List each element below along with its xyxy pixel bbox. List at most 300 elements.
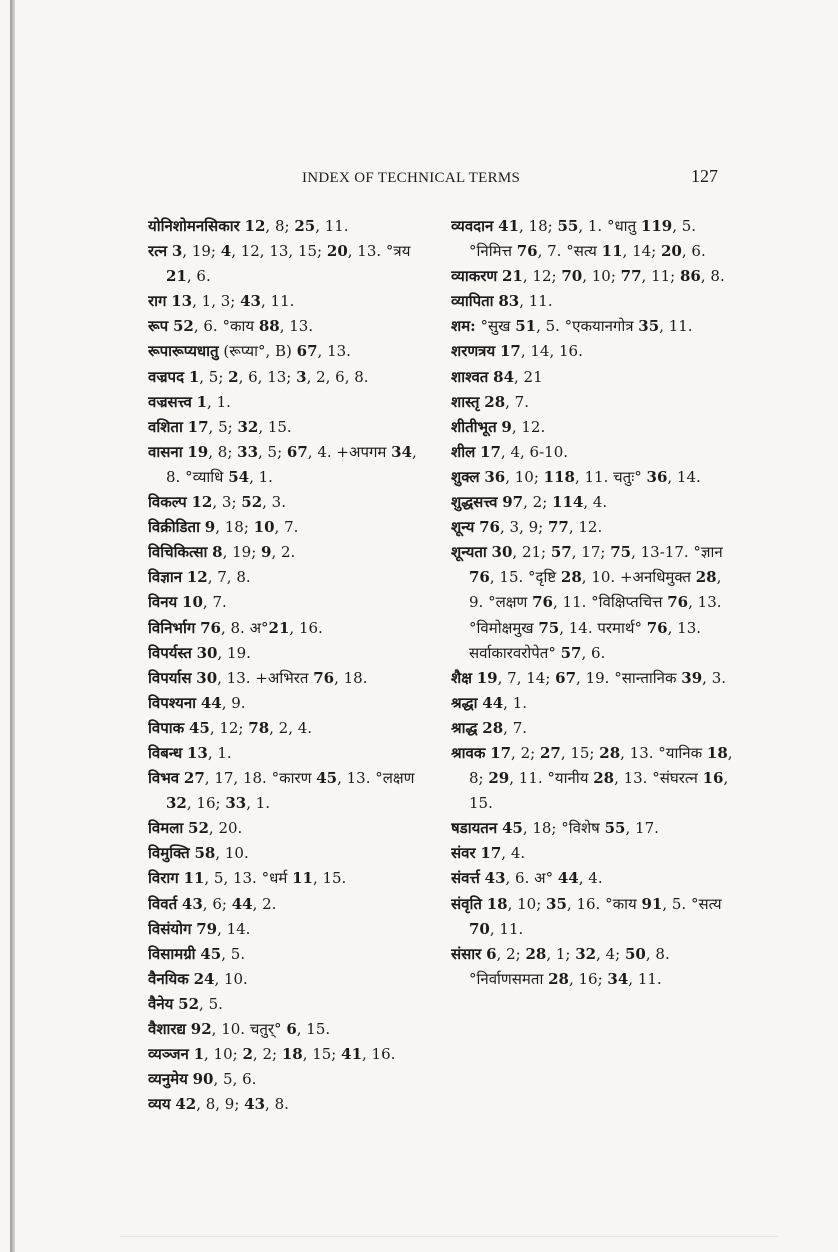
line-reference: , 7. <box>202 593 227 612</box>
index-entry <box>451 691 733 716</box>
page-reference: 12 <box>244 217 266 235</box>
line-reference: , 13. °विमोक्षमुख <box>469 593 722 637</box>
line-reference: , 1; <box>546 944 576 963</box>
page-reference: 9 <box>261 543 272 562</box>
line-reference: , 17. <box>625 819 659 838</box>
line-reference: , 10; <box>204 1045 243 1064</box>
line-reference: , 16. <box>289 618 323 637</box>
index-term: विकल्प <box>148 493 187 512</box>
page-reference: 16 <box>702 769 724 788</box>
line-reference: , 18. <box>334 668 368 687</box>
page-reference: 12 <box>186 568 208 587</box>
page-reference: 36 <box>484 467 506 486</box>
index-term: विज्ञान <box>148 568 183 587</box>
line-reference: , 7, 14; <box>497 668 556 687</box>
page-reference: 6 <box>286 1020 297 1038</box>
index-term: व्याकरण <box>451 267 498 286</box>
page-reference: 33 <box>225 794 247 813</box>
index-entry <box>148 641 435 666</box>
page-reference: 92 <box>190 1020 212 1038</box>
index-entry <box>148 892 435 917</box>
line-reference: , 15. <box>258 417 292 436</box>
index-entry <box>451 866 733 891</box>
index-entry <box>148 816 435 841</box>
line-reference: , 13. °लक्षण <box>337 769 415 788</box>
line-reference: , 10. चतुर्° <box>211 1020 287 1038</box>
line-reference: , 3; <box>212 493 242 512</box>
index-entry <box>148 841 435 866</box>
line-reference: , 19. °सान्तानिक <box>576 668 682 687</box>
page-reference: 11 <box>292 869 313 888</box>
page-reference: 13 <box>186 743 208 762</box>
line-reference: , 11. <box>659 317 693 336</box>
line-reference: , 5. <box>199 994 223 1013</box>
index-term: शास्तृ <box>451 392 480 411</box>
line-reference: , 12, 13, 15; <box>231 242 327 261</box>
index-term: षडायतन <box>451 819 498 838</box>
line-reference: , 5. <box>221 944 246 963</box>
index-term: शाश्वत <box>451 367 489 386</box>
line-reference: , 8. अ° <box>220 618 269 637</box>
index-entry <box>148 239 435 289</box>
page-reference: 76 <box>200 618 221 637</box>
index-entry <box>451 716 733 741</box>
index-term: संवृति <box>451 894 482 913</box>
index-entry <box>148 666 435 691</box>
page-reference: 44 <box>557 869 579 888</box>
line-reference: , 7. <box>274 518 299 537</box>
page-reference: 119 <box>640 217 673 235</box>
line-reference: , 2; <box>252 1045 282 1064</box>
index-term: व्यय <box>148 1095 171 1114</box>
page-reference: 77 <box>620 267 642 286</box>
page-reference: 28 <box>599 743 621 762</box>
index-entry <box>451 741 733 816</box>
page-reference: 17 <box>490 743 512 762</box>
page-reference: 79 <box>196 919 218 938</box>
line-reference: , 12; <box>209 718 249 737</box>
line-reference: , 12. <box>568 518 603 537</box>
page-reference: 44 <box>231 894 253 913</box>
line-reference: , 7. °सत्य <box>537 242 602 261</box>
index-term: विवर्त <box>148 894 178 913</box>
page-reference: 33 <box>237 442 259 461</box>
page-reference: 43 <box>240 292 261 311</box>
index-term: वज्रसत्त्व <box>148 392 192 411</box>
line-reference: , 3, 9; <box>499 518 548 537</box>
page-reference: 76 <box>479 518 500 537</box>
index-term: व्यापिता <box>451 292 494 311</box>
line-reference: , 7, 8. <box>207 568 251 587</box>
index-term: विसंयोग <box>148 919 192 938</box>
line-reference: , 8; <box>469 743 733 788</box>
index-term: श्रावक <box>451 743 486 762</box>
page-reference: 18 <box>706 743 728 762</box>
page-reference: 67 <box>555 668 577 687</box>
page-reference: 76 <box>313 668 335 687</box>
page-reference: 67 <box>286 442 308 461</box>
index-term: विपर्यस्त <box>148 643 192 662</box>
page-reference: 58 <box>194 844 216 863</box>
page-reference: 75 <box>538 618 560 637</box>
line-reference: , 6; <box>202 894 232 913</box>
page-reference: 30 <box>196 668 218 687</box>
line-reference: , 11. <box>315 217 349 235</box>
running-header <box>302 166 718 188</box>
index-term: शून्यता <box>451 543 487 562</box>
page-reference: 12 <box>191 493 213 512</box>
index-term: शरणत्रय <box>451 342 496 361</box>
page-reference: 45 <box>316 769 338 788</box>
page-reference: 11 <box>601 242 623 261</box>
line-reference: , 7. <box>505 392 529 411</box>
page-reference: 34 <box>391 442 413 461</box>
page-reference: 20 <box>326 242 348 261</box>
page-reference: 76 <box>516 242 538 261</box>
page-reference: 17 <box>187 417 209 436</box>
page-reference: 18 <box>486 894 508 913</box>
page-reference: 88 <box>258 317 280 336</box>
page-bottom-edge <box>120 1236 778 1237</box>
line-reference: , 14; <box>622 242 661 261</box>
index-term: श्रद्धा <box>451 693 478 712</box>
line-reference: , 15. <box>296 1020 331 1038</box>
index-term: विक्रीडिता <box>148 518 200 537</box>
page-reference: 77 <box>547 518 569 537</box>
page-reference: 84 <box>493 367 515 386</box>
page-reference: 9 <box>204 518 216 537</box>
line-reference: , 10. <box>214 969 248 988</box>
page-reference: 76 <box>646 618 668 637</box>
line-reference: , 4, 6-10. <box>500 442 569 461</box>
page-reference: 2 <box>242 1045 253 1064</box>
line-reference: , 1. <box>246 794 271 813</box>
page-reference: 29 <box>488 769 510 788</box>
page-reference: 44 <box>200 693 222 712</box>
line-reference: , 2; <box>496 944 526 963</box>
index-entry <box>148 992 435 1017</box>
line-reference: , 15. <box>469 769 729 813</box>
page-reference: 8 <box>212 543 223 562</box>
line-reference: , 1, 3; <box>192 292 241 311</box>
line-reference: , 21 <box>514 367 543 386</box>
index-term: विपाक <box>148 718 185 737</box>
line-reference: , 4. <box>578 869 603 888</box>
page-reference: 91 <box>641 894 663 913</box>
line-reference: , 15. <box>312 869 347 888</box>
page-reference: 13 <box>171 292 193 311</box>
line-reference: , 13. °त्रय <box>347 242 411 261</box>
line-reference: , 18; <box>519 217 558 235</box>
index-term: विनिर्भाग <box>148 618 196 637</box>
line-reference: , 13. °संघरत्न <box>614 769 703 788</box>
line-reference: , 8. <box>265 1095 289 1114</box>
page-reference: 28 <box>593 769 615 788</box>
line-reference: , 3. <box>262 493 286 512</box>
index-term: विपश्यना <box>148 693 197 712</box>
page-reference: 17 <box>499 342 521 361</box>
page-reference: 21 <box>502 267 523 286</box>
page-reference: 41 <box>498 217 520 235</box>
index-entry <box>148 490 435 515</box>
page-reference: 42 <box>175 1095 197 1114</box>
page-reference: 10 <box>182 593 203 612</box>
line-reference: , 2; <box>523 493 553 512</box>
index-entry <box>148 1067 435 1092</box>
index-entry <box>451 942 733 992</box>
line-reference: , 9. <box>221 693 246 712</box>
page-reference: 17 <box>480 844 502 863</box>
index-entry <box>148 214 435 239</box>
line-reference: , 15; <box>560 743 600 762</box>
line-reference: , 13. +अभिरत <box>217 668 314 687</box>
line-reference: , 8. <box>700 267 725 286</box>
line-reference: , 13. <box>317 342 351 361</box>
line-reference: , 13. सर्वाकारवरोपेत° <box>469 618 702 662</box>
page-reference: 52 <box>178 994 200 1013</box>
page-reference: 28 <box>525 944 547 963</box>
line-reference: , 16. °काय <box>566 894 642 913</box>
page-reference: 52 <box>241 493 263 512</box>
index-term: शम: <box>451 317 476 336</box>
line-reference: , 2, 6, 8. <box>306 367 369 386</box>
page-reference: 41 <box>341 1045 363 1064</box>
page-reference: 30 <box>491 543 513 562</box>
line-reference: , 1. <box>207 743 232 762</box>
line-reference: , 1. <box>503 693 528 712</box>
index-entry <box>148 1017 435 1042</box>
line-reference: (रूप्या°, B) <box>223 342 297 361</box>
line-reference: , 18; <box>215 518 254 537</box>
page-reference: 70 <box>561 267 583 286</box>
index-term: रूपारूप्यधातु <box>148 342 219 361</box>
index-entry <box>148 917 435 942</box>
line-reference: , 8. °व्याधि <box>166 442 417 486</box>
line-reference: , 11. <box>519 292 553 311</box>
index-term: विसामग्री <box>148 944 196 963</box>
line-reference: , 16; <box>186 794 226 813</box>
line-reference: , 19; <box>222 543 262 562</box>
index-term: रूप <box>148 317 169 336</box>
index-entry <box>451 415 733 440</box>
index-term: संसार <box>451 944 482 963</box>
index-entry <box>451 515 733 540</box>
page-reference: 45 <box>501 819 523 838</box>
page-reference: 76 <box>532 593 553 612</box>
page-reference: 32 <box>166 794 187 813</box>
line-reference: , 8, 9; <box>196 1095 245 1114</box>
index-entry <box>148 766 435 816</box>
page-reference: 70 <box>469 919 490 938</box>
line-reference: , 6. <box>186 267 211 286</box>
line-reference: , 2. <box>252 894 277 913</box>
index-entry <box>148 390 435 415</box>
index-entry <box>451 666 733 691</box>
page-reference: 1 <box>196 392 208 411</box>
index-entry <box>451 490 733 515</box>
index-entry <box>148 1042 435 1067</box>
page-reference: 17 <box>480 442 501 461</box>
page-reference: 50 <box>625 944 646 963</box>
page-reference: 45 <box>188 718 210 737</box>
index-entry <box>148 515 435 540</box>
line-reference: , 10. +अनधिमुक्त <box>581 568 696 587</box>
page-reference: 55 <box>604 819 626 838</box>
page-reference: 28 <box>484 392 506 411</box>
running-title: INDEX OF TECHNICAL TERMS <box>302 170 521 186</box>
index-term: श्राद्ध <box>451 718 478 737</box>
line-reference: , 5; <box>258 442 287 461</box>
page-reference: 18 <box>281 1045 303 1064</box>
page-reference: 4 <box>220 242 232 261</box>
page-reference: 21 <box>166 267 187 286</box>
line-reference: , 1. <box>207 392 231 411</box>
index-entry <box>451 540 733 665</box>
line-reference: , 14. <box>667 467 701 486</box>
index-term: वैशारद्य <box>148 1020 187 1038</box>
page-reference: 67 <box>296 342 318 361</box>
line-reference: , 19; <box>182 242 221 261</box>
page-reference: 6 <box>486 944 497 963</box>
line-reference: , 11. °विक्षिप्तचित्त <box>553 593 668 612</box>
index-term: योनिशोमनसिकार <box>148 217 240 235</box>
page-reference: 2 <box>228 367 239 386</box>
line-reference: , 11. चतुः° <box>574 467 647 486</box>
line-reference: , 5; <box>208 417 238 436</box>
page-reference: 10 <box>253 518 275 537</box>
index-term: वैनेय <box>148 994 174 1013</box>
page-reference: 28 <box>695 568 717 587</box>
index-term: शुक्ल <box>451 467 480 486</box>
line-reference: , 8; <box>208 442 238 461</box>
line-reference: , 5, 6. <box>213 1070 257 1089</box>
line-reference: , 16; <box>568 969 608 988</box>
page-reference: 43 <box>181 894 203 913</box>
page-reference: 1 <box>193 1045 205 1064</box>
line-reference: , 6. °काय <box>193 317 259 336</box>
index-entry <box>451 314 733 339</box>
line-reference: , 5. °सत्य <box>662 894 722 913</box>
page-reference: 44 <box>482 693 504 712</box>
page-reference: 57 <box>560 643 582 662</box>
line-reference: , 12; <box>522 267 562 286</box>
index-term: वज्रपद <box>148 367 185 386</box>
index-entry <box>451 816 733 841</box>
page-reference: 28 <box>560 568 582 587</box>
page-reference: 75 <box>610 543 632 562</box>
line-reference: , 11. °यानीय <box>509 769 594 788</box>
page-reference: 20 <box>660 242 682 261</box>
index-term: शुद्धसत्त्व <box>451 493 498 512</box>
line-reference: , 4. <box>501 844 526 863</box>
page-reference: 32 <box>575 944 597 963</box>
line-reference: , 6. अ° <box>505 869 558 888</box>
index-term: संवर <box>451 844 476 863</box>
index-entry <box>148 942 435 967</box>
line-reference: , 11; <box>641 267 680 286</box>
index-entry <box>451 339 733 364</box>
index-term: विचिकित्सा <box>148 543 208 562</box>
page-reference: 27 <box>183 769 205 788</box>
index-entry <box>451 390 733 415</box>
line-reference: , 14. <box>217 919 251 938</box>
line-reference: , 1. °धातु <box>578 217 641 235</box>
index-term: शैक्ष <box>451 668 472 687</box>
page-reference: 11 <box>183 869 205 888</box>
line-reference: , 18; °विशेष <box>522 819 605 838</box>
line-reference: , 20. <box>208 819 243 838</box>
line-reference: , 17, 18. °कारण <box>204 769 317 788</box>
line-reference: , 1. <box>249 467 273 486</box>
line-reference: , 2. <box>271 543 296 562</box>
index-entry <box>148 590 435 615</box>
line-reference: , 6. <box>581 643 606 662</box>
line-reference: °सुख <box>480 317 516 336</box>
line-reference: , 4; <box>596 944 625 963</box>
page-reference: 21 <box>268 618 290 637</box>
page-binding-edge <box>10 0 15 1252</box>
index-entry <box>451 214 733 264</box>
page-reference: 54 <box>228 467 250 486</box>
index-entry <box>148 1092 435 1117</box>
index-term: व्यञ्जन <box>148 1045 189 1064</box>
index-term: संवर्त्त <box>451 869 480 888</box>
line-reference: , 17; <box>571 543 611 562</box>
page-reference: 28 <box>482 718 504 737</box>
line-reference: , 13-17. °ज्ञान <box>631 543 723 562</box>
index-term: विबन्ध <box>148 743 183 762</box>
line-reference: , 6, 13; <box>238 367 297 386</box>
index-term: राग <box>148 292 167 311</box>
index-entry <box>451 465 733 490</box>
line-reference: , 11. <box>628 969 662 988</box>
page-reference: 52 <box>172 317 194 336</box>
line-reference: , 5. °एकयानगोत्र <box>536 317 639 336</box>
page-reference: 86 <box>679 267 701 286</box>
line-reference: , 14. परमार्थ° <box>559 618 647 637</box>
page-reference: 118 <box>543 467 575 486</box>
index-term: शीतीभूत <box>451 417 497 436</box>
page-reference: 35 <box>638 317 660 336</box>
index-term: विभव <box>148 769 180 788</box>
page-reference: 55 <box>557 217 579 235</box>
page-reference: 1 <box>188 367 200 386</box>
page-reference: 97 <box>502 493 524 512</box>
line-reference: , 3. <box>702 668 727 687</box>
index-term: विमला <box>148 819 184 838</box>
index-term: शून्य <box>451 518 475 537</box>
page-reference: 19 <box>476 668 498 687</box>
line-reference: , 12. <box>511 417 546 436</box>
page-reference: 35 <box>546 894 567 913</box>
page-reference: 30 <box>196 643 218 662</box>
line-reference: , 11. <box>489 919 524 938</box>
index-term: व्यनुमेय <box>148 1070 188 1089</box>
index-term: वैनयिक <box>148 969 189 988</box>
line-reference: , 13. °यानिक <box>620 743 707 762</box>
line-reference: , 7. <box>503 718 528 737</box>
index-entry <box>148 741 435 766</box>
index-entry <box>148 289 435 314</box>
line-reference: , 8. °निर्वाणसमता <box>469 944 670 988</box>
page-reference: 3 <box>296 367 307 386</box>
index-entry <box>451 264 733 289</box>
page-reference: 39 <box>681 668 703 687</box>
index-column-right <box>451 214 733 992</box>
index-term: रत्न <box>148 242 168 261</box>
page-reference: 27 <box>539 743 561 762</box>
line-reference: , 10; <box>507 894 547 913</box>
